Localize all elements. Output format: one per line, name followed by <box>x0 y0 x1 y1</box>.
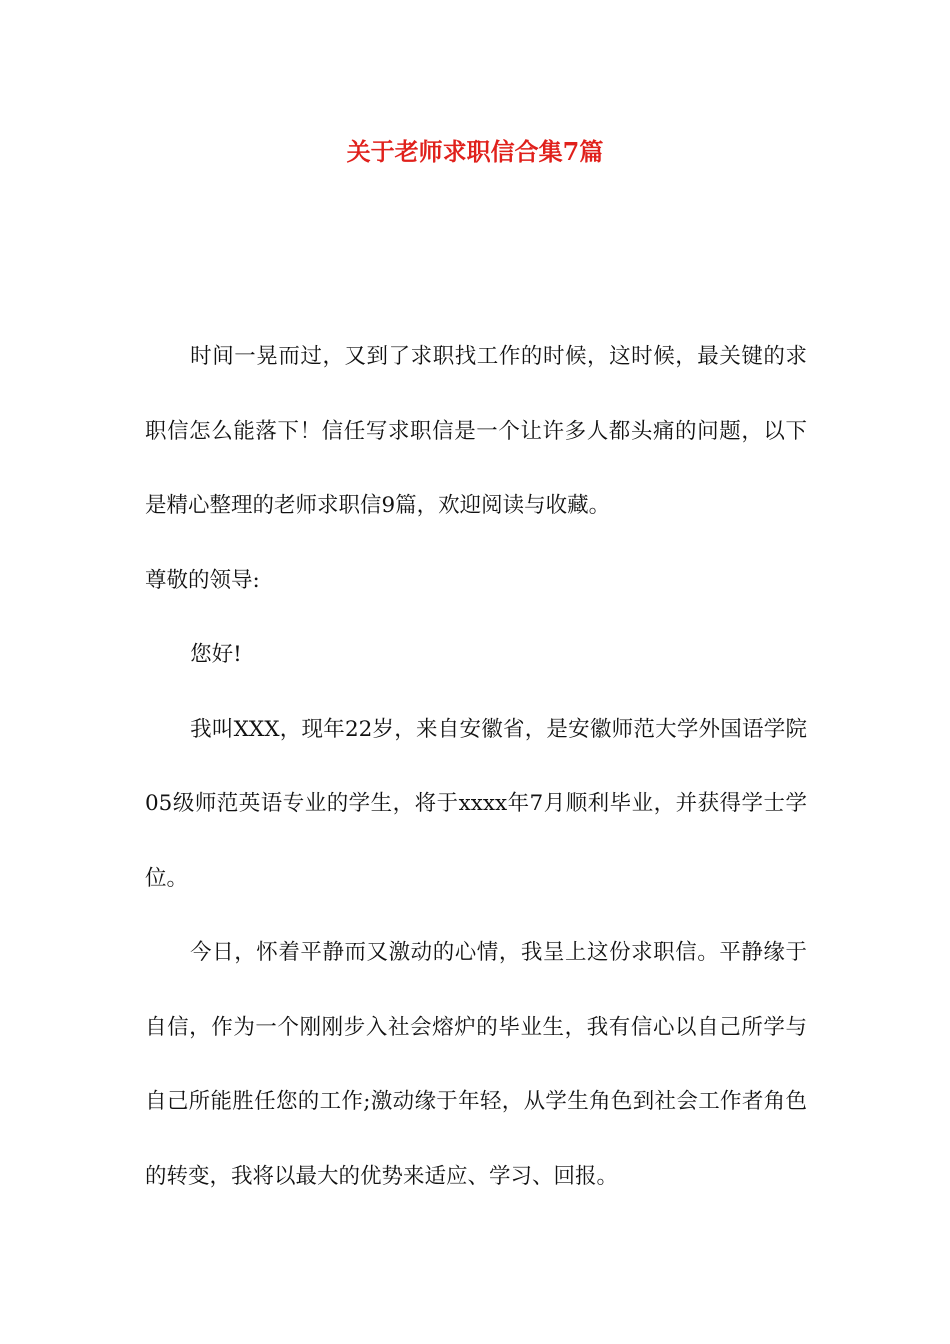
document-body <box>145 320 807 1214</box>
salutation: 尊敬的领导: <box>145 567 260 593</box>
document-title: 关于老师求职信合集7篇 <box>346 137 604 166</box>
greeting: 您好! <box>190 642 242 667</box>
self-introduction-paragraph: 我叫XXX，现年22岁，来自安徽省，是安徽师范大学外国语学院05级师范英语专业的学生，将于xxxx年7月顺利毕业，并获得学士学位。 <box>145 716 807 891</box>
intro-paragraph: 时间一晃而过，又到了求职找工作的时候，这时候，最关键的求职信怎么能落下！信任写求职信是一个让许多人都头痛的问题，以下是精心整理的老师求职信9篇，欢迎阅读与收藏。 <box>145 344 807 518</box>
motivation-paragraph: 今日，怀着平静而又激动的心情，我呈上这份求职信。平静缘于自信，作为一个刚刚步入社会熔炉的毕业生，我有信心以自己所学与自己所能胜任您的工作;激动缘于年轻，从学生角色到社会工作者角色的转变，我将以最大的优势来适应、学习、回报。 <box>145 940 807 1189</box>
